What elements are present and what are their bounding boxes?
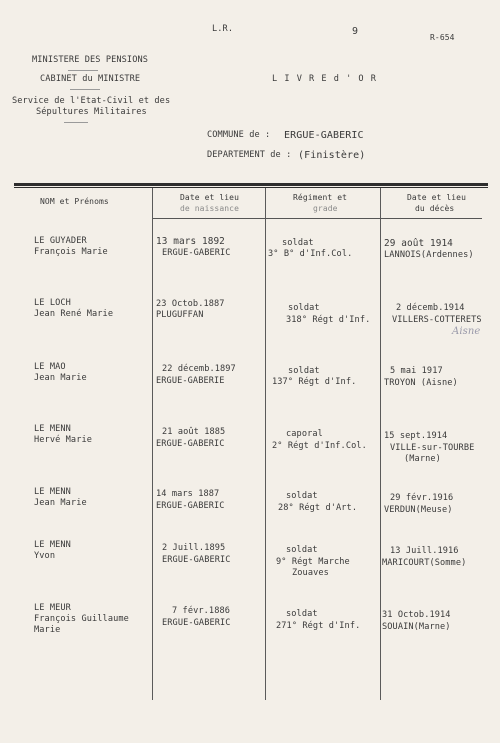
row-6-given-names: Yvon	[34, 551, 56, 561]
row-7-death-place: SOUAIN(Marne)	[382, 622, 451, 632]
departement-value: (Finistère)	[298, 150, 366, 161]
row-2-grade: soldat	[288, 303, 320, 313]
column-header-regiment: Régiment et	[293, 193, 348, 202]
row-6-regiment: 9° Régt Marche	[276, 557, 350, 567]
row-2-death-place: VILLERS-COTTERETS	[392, 315, 482, 325]
row-2-regiment: 318° Régt d'Inf.	[286, 315, 371, 325]
row-7-regiment: 271° Régt d'Inf.	[276, 621, 361, 631]
row-5-grade: soldat	[286, 491, 318, 501]
document-title: L I V R E d ' O R	[272, 74, 377, 84]
row-3-death-place: TROYON (Aisne)	[384, 378, 458, 388]
cabinet-name: CABINET du MINISTRE	[40, 74, 141, 84]
row-3-surname: LE MAO	[34, 362, 66, 372]
row-5-birth-place: ERGUE-GABERIC	[156, 501, 225, 511]
row-3-death-date: 5 mai 1917	[390, 366, 443, 376]
row-6-grade: soldat	[286, 545, 318, 555]
reference-number: R-654	[430, 33, 455, 42]
row-7-given-names: François Guillaume	[34, 614, 129, 624]
row-6-death-date: 13 Juill.1916	[390, 546, 459, 556]
row-1-death-date: 29 août 1914	[384, 238, 453, 249]
ministry-underline	[68, 70, 98, 71]
row-3-birth-place: ERGUE-GABERIE	[156, 376, 225, 386]
column-header-grade: grade	[313, 204, 338, 213]
row-7-surname: LE MEUR	[34, 603, 71, 613]
table-top-rule	[14, 183, 488, 186]
row-1-birth-date: 13 mars 1892	[156, 236, 225, 247]
row-7-death-date: 31 Octob.1914	[382, 610, 451, 620]
row-4-given-names: Hervé Marie	[34, 435, 93, 445]
row-5-surname: LE MENN	[34, 487, 71, 497]
row-4-regiment: 2° Régt d'Inf.Col.	[272, 441, 367, 451]
row-2-surname: LE LOCH	[34, 298, 71, 308]
commune-value: ERGUE-GABERIC	[284, 130, 364, 141]
row-4-birth-place: ERGUE-GABERIC	[156, 439, 225, 449]
column-header-name: NOM et Prénoms	[40, 197, 109, 206]
row-1-birth-place: ERGUE-GABERIC	[162, 248, 231, 258]
row-7-birth-date: 7 févr.1886	[172, 606, 231, 616]
row-1-grade: soldat	[282, 238, 314, 248]
row-7-given-names-2: Marie	[34, 625, 61, 635]
commune-label: COMMUNE de :	[207, 130, 271, 140]
row-2-death-date: 2 décemb.1914	[396, 303, 465, 313]
ministry-name: MINISTERE DES PENSIONS	[32, 55, 149, 65]
row-4-death-place-2: (Marne)	[404, 454, 441, 464]
row-6-birth-place: ERGUE-GABERIC	[162, 555, 231, 565]
row-5-birth-date: 14 mars 1887	[156, 489, 220, 499]
column-header-death: Date et lieu	[407, 193, 466, 202]
row-1-regiment: 3° B° d'Inf.Col.	[268, 249, 353, 259]
document-code: L.R.	[212, 24, 234, 34]
row-4-grade: caporal	[286, 429, 323, 439]
column-header-death-sub: du décès	[415, 204, 455, 213]
column-divider-1	[152, 188, 153, 700]
service-line-2: Sépultures Militaires	[36, 107, 147, 117]
row-2-given-names: Jean René Marie	[34, 309, 114, 319]
row-2-birth-place: PLUGUFFAN	[156, 310, 204, 320]
row-5-regiment: 28° Régt d'Art.	[278, 503, 358, 513]
row-3-birth-date: 22 décemb.1897	[162, 364, 236, 374]
page-number: 9	[352, 26, 359, 37]
row-7-birth-place: ERGUE-GABERIC	[162, 618, 231, 628]
row-6-birth-date: 2 Juill.1895	[162, 543, 226, 553]
row-2-birth-date: 23 Octob.1887	[156, 299, 225, 309]
service-underline	[64, 122, 88, 123]
table-top-rule-thin	[14, 187, 488, 188]
column-header-birth-sub: de naissance	[180, 204, 239, 213]
column-divider-2	[265, 188, 266, 700]
row-5-death-date: 29 févr.1916	[390, 493, 454, 503]
row-6-death-place: MARICOURT(Somme)	[382, 558, 467, 568]
row-1-surname: LE GUYADER	[34, 236, 87, 246]
row-3-regiment: 137° Régt d'Inf.	[272, 377, 357, 387]
row-3-given-names: Jean Marie	[34, 373, 87, 383]
row-4-death-place: VILLE-sur-TOURBE	[390, 443, 475, 453]
cabinet-underline	[70, 89, 100, 90]
column-header-birth: Date et lieu	[180, 193, 239, 202]
column-divider-3	[380, 188, 381, 700]
row-6-surname: LE MENN	[34, 540, 71, 550]
row-4-birth-date: 21 août 1885	[162, 427, 226, 437]
row-1-given-names: François Marie	[34, 247, 108, 257]
row-7-grade: soldat	[286, 609, 318, 619]
row-5-given-names: Jean Marie	[34, 498, 87, 508]
row-1-death-place: LANNOIS(Ardennes)	[384, 250, 474, 260]
handwritten-annotation: Aisne	[452, 326, 481, 337]
row-3-grade: soldat	[288, 366, 320, 376]
service-line-1: Service de l'Etat-Civil et des	[12, 96, 171, 106]
table-header-rule	[152, 218, 482, 219]
row-6-regiment-2: Zouaves	[292, 568, 329, 578]
row-4-death-date: 15 sept.1914	[384, 431, 448, 441]
departement-label: DEPARTEMENT de :	[207, 150, 292, 160]
row-5-death-place: VERDUN(Meuse)	[384, 505, 453, 515]
row-4-surname: LE MENN	[34, 424, 71, 434]
